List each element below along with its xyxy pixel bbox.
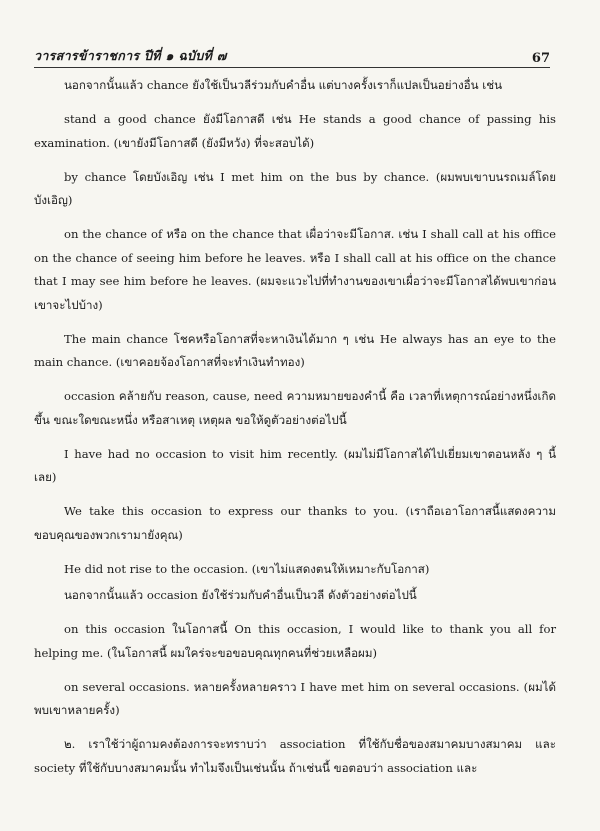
paragraph: นอกจากนั้นแล้ว occasion ยังใช้ร่วมกับคำอื่นเป็นวลี ดังตัวอย่างต่อไปนี้ bbox=[64, 588, 417, 602]
running-header bbox=[34, 46, 550, 66]
paragraph: occasion คล้ายกับ reason, cause, need ความหมายของคำนี้ คือ เวลาที่เหตุการณ์อย่างหนึ่งเกิดขึ้น ขณะใดขณะหนึ่ง หรือสาเหตุ เหตุผล ขอให้ดูตัวอย่างต่อไปนี้ bbox=[34, 389, 556, 427]
paragraph: on this occasion ในโอกาสนี้ On this occasion, I would like to thank you all for helping me. (ในโอกาสนี้ ผมใคร่จะขอขอบคุณทุกคนที่ช่วยเหลือผม) bbox=[34, 622, 556, 660]
paragraph: on the chance of หรือ on the chance that เผื่อว่าจะมีโอกาส. เช่น I shall call at his office on the chance of seeing him before he leaves. หรือ I shall call at his office on the chance that I may see him before he leaves. (ผมจะแวะไปที่ทำงานของเขาเผื่อว่าจะมีโอกาสได้พบเขาก่อนเขาจะไปบ้าง) bbox=[34, 227, 556, 312]
paragraph: I have had no occasion to visit him recently. (ผมไม่มีโอกาสได้ไปเยี่ยมเขาตอนหลัง ๆ นี้เลย) bbox=[34, 446, 556, 484]
paragraph: by chance โดยบังเอิญ เช่น I met him on the bus by chance. (ผมพบเขาบนรถเมล์โดยบังเอิญ) bbox=[34, 169, 556, 207]
body-text bbox=[34, 74, 556, 791]
page-number: 67 bbox=[531, 51, 550, 66]
paragraph: stand a good chance ยังมีโอกาสดี เช่น He stands a good chance of passing his examination. (เขายังมีโอกาสดี (ยังมีหวัง) ที่จะสอบได้) bbox=[34, 112, 556, 150]
paragraph: He did not rise to the occasion. (เขาไม่แสดงตนให้เหมาะกับโอกาส) bbox=[64, 561, 430, 576]
paragraph: ๒. เราใช้ว่าผู้ถามคงต้องการจะทราบว่า association ที่ใช้กับชื่อของสมาคมบางสมาคม และ society ที่ใช้กับบางสมาคมนั้น ทำไมจึงเป็นเช่นนั้น ถ้าเช่นนี้ ขอตอบว่า association และ bbox=[34, 737, 556, 775]
paragraph: on several occasions. หลายครั้งหลายคราว I have met him on several occasions. (ผมได้พบเขาหลายครั้ง) bbox=[34, 679, 556, 717]
header-rule bbox=[34, 67, 550, 68]
paragraph: นอกจากนั้นแล้ว chance ยังใช้เป็นวลีร่วมกับคำอื่น แต่บางครั้งเราก็แปลเป็นอย่างอื่น เช่น bbox=[64, 78, 503, 92]
paragraph: We take this occasion to express our thanks to you. (เราถือเอาโอกาสนี้แสดงความขอบคุณของพวกเรามายังคุณ) bbox=[34, 504, 556, 542]
paragraph: The main chance โชคหรือโอกาสที่จะหาเงินได้มาก ๆ เช่น He always has an eye to the main chance. (เขาคอยจ้องโอกาสที่จะทำเงินทำทอง) bbox=[34, 331, 556, 369]
journal-title: วารสารข้าราชการ ปีที่ ๑ ฉบับที่ ๗ bbox=[34, 48, 227, 63]
